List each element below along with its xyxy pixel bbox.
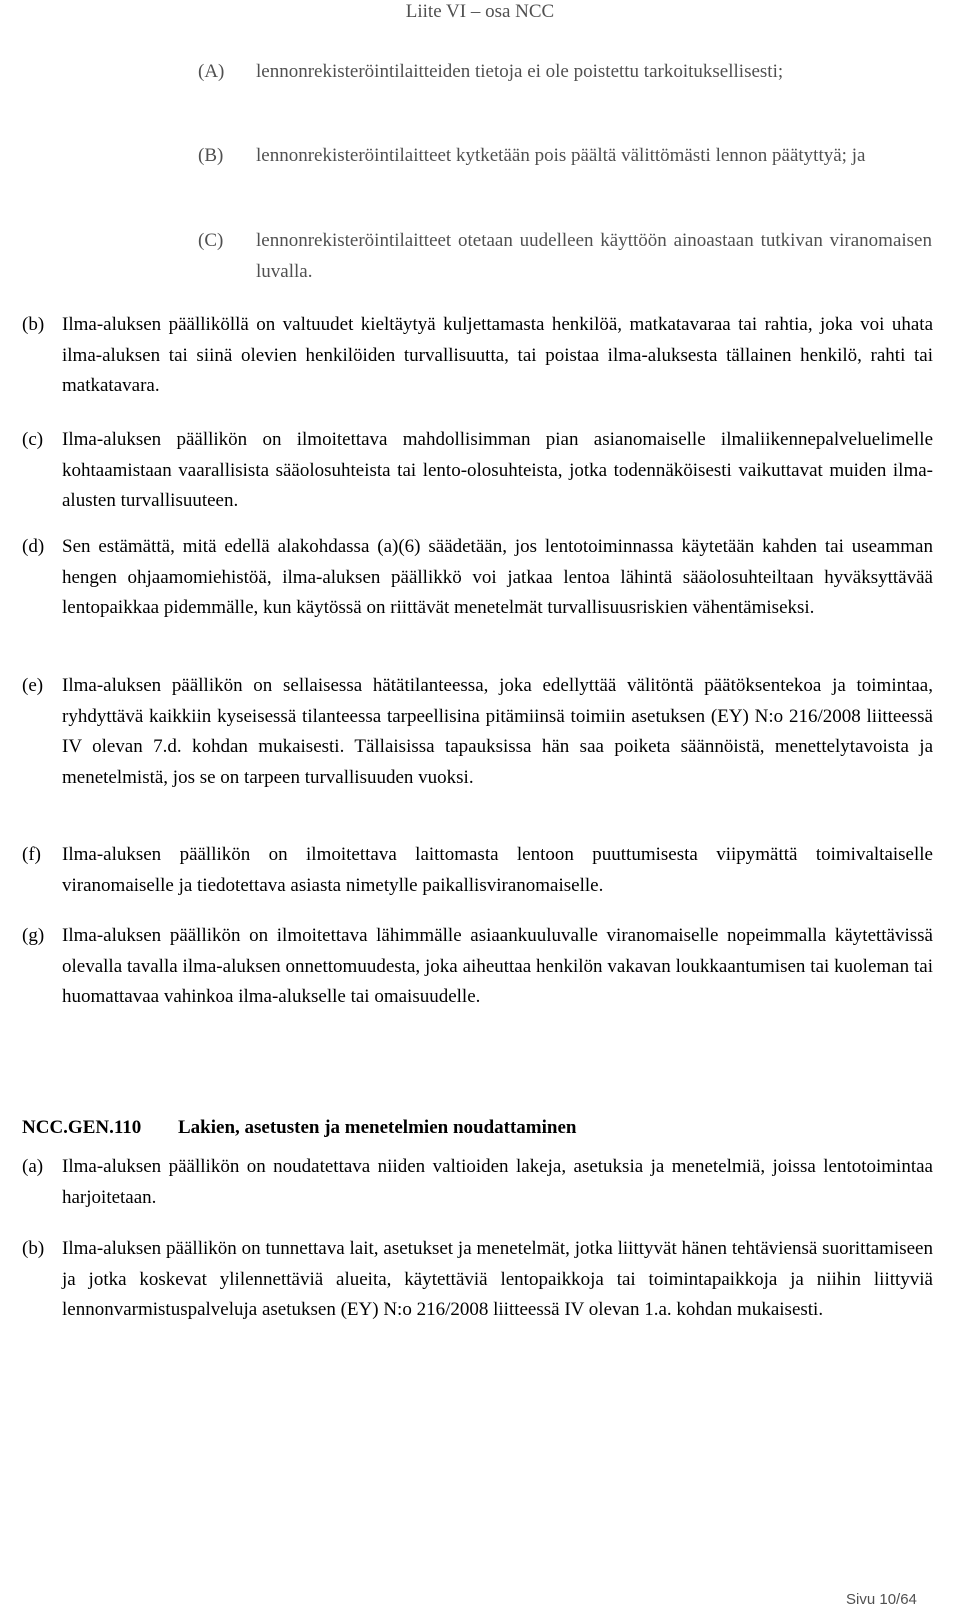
paragraph-text: Sen estämättä, mitä edellä alakohdassa (a)(6) säädetään, jos lentotoiminnassa käytetään kahden tai useamman hengen ohjaamomiehistöä, ilma-aluksen päällikkö voi jatkaa lentoa lähintä sääolosuhteiltaan hyväksyttävää lentopaikkaa pidemmälle, kun käytössä on riittävät menetelmät turvallisuusriskien vähentämiseksi.: [62, 536, 933, 618]
paragraph-text: Ilma-aluksen päällikön on ilmoitettava lähimmälle asiaankuuluvalle viranomaiselle nopeimmalla käytettävissä olevalla tavalla ilma-aluksen onnettomuudesta, joka aiheuttaa henkilön vakavan loukkaantumisen tai kuoleman tai huomattavaa vahinkoa ilma-alukselle tai omaisuudelle.: [62, 925, 933, 1007]
paragraph-label: (d): [22, 536, 45, 557]
section-code: NCC.GEN.110: [22, 1117, 142, 1138]
section-title: Lakien, asetusten ja menetelmien noudattaminen: [178, 1117, 577, 1138]
paragraph-text: Ilma-aluksen päällikön on ilmoitettava laittomasta lentoon puuttumisesta viipymättä toimivaltaiselle viranomaiselle ja tiedotettava asiasta nimetylle paikallisviranomaiselle.: [62, 844, 933, 896]
sub-item-label: (B): [198, 145, 224, 166]
section-heading: [22, 1113, 576, 1144]
sub-item-text: lennonrekisteröintilaitteet otetaan uudelleen käyttöön ainoastaan tutkivan viranomaisen luvalla.: [256, 230, 932, 282]
sub-item-B: [198, 141, 932, 172]
sub-item-A: [198, 57, 932, 88]
paragraph-text: Ilma-aluksen päällikön on ilmoitettava mahdollisimman pian asianomaiselle ilmaliikennepalveluelimelle kohtaamistaan vaarallisista sääolosuhteista tai lento-olosuhteista, jotka todennäköisesti vaikuttavat muiden ilma-alusten turvallisuuteen.: [62, 429, 933, 511]
section-paragraph-a: [22, 1152, 933, 1213]
sub-item-C: [198, 226, 932, 287]
paragraph-e: [22, 671, 933, 793]
page-number: Sivu 10/64: [846, 1591, 917, 1608]
paragraph-label: (g): [22, 925, 45, 946]
sub-item-label: (C): [198, 230, 224, 251]
paragraph-label: (b): [22, 1238, 45, 1259]
paragraph-label: (a): [22, 1156, 44, 1177]
paragraph-text: Ilma-aluksen päälliköllä on valtuudet kieltäytyä kuljettamasta henkilöä, matkatavaraa tai rahtia, joka voi uhata ilma-aluksen tai siinä olevien henkilöiden turvallisuutta, tai poistaa ilma-aluksesta tällainen henkilö, rahti tai matkatavara.: [62, 314, 933, 396]
paragraph-label: (f): [22, 844, 41, 865]
sub-item-label: (A): [198, 61, 225, 82]
paragraph-label: (e): [22, 675, 44, 696]
paragraph-text: Ilma-aluksen päällikön on tunnettava lait, asetukset ja menetelmät, jotka liittyvät hänen tehtäviensä suorittamiseen ja jotka koskevat ylilennettäviä alueita, käytettäviä lentopaikkoja tai toimintapaikkoja ja niihin liittyviä lennonvarmistuspalveluja asetuksen (EY) N:o 216/2008 liitteessä IV olevan 1.a. kohdan mukaisesti.: [62, 1238, 933, 1320]
paragraph-c: [22, 425, 933, 517]
paragraph-text: Ilma-aluksen päällikön on sellaisessa hätätilanteessa, joka edellyttää välitöntä päätöksentekoa ja toimintaa, ryhdyttävä kaikkiin kyseisessä tilanteessa tarpeellisina pitämiinsä toimiin asetuksen (EY) N:o 216/2008 liitteessä IV olevan 7.d. kohdan mukaisesti. Tällaisissa tapauksissa hän saa poiketa säännöistä, menettelytavoista ja menetelmistä, jos se on tarpeen turvallisuuden vuoksi.: [62, 675, 933, 788]
paragraph-b: [22, 310, 933, 402]
sub-item-text: lennonrekisteröintilaitteet kytketään pois päältä välittömästi lennon päätyttyä; ja: [256, 145, 866, 166]
paragraph-f: [22, 840, 933, 901]
paragraph-d: [22, 532, 933, 624]
sub-item-text: lennonrekisteröintilaitteiden tietoja ei ole poistettu tarkoituksellisesti;: [256, 61, 784, 82]
paragraph-text: Ilma-aluksen päällikön on noudatettava niiden valtioiden lakeja, asetuksia ja menetelmiä, joissa lentotoimintaa harjoitetaan.: [62, 1156, 933, 1208]
section-paragraph-b: [22, 1234, 933, 1326]
paragraph-g: [22, 921, 933, 1013]
page-header: Liite VI – osa NCC: [405, 1, 555, 22]
paragraph-label: (b): [22, 314, 45, 335]
paragraph-label: (c): [22, 429, 44, 450]
